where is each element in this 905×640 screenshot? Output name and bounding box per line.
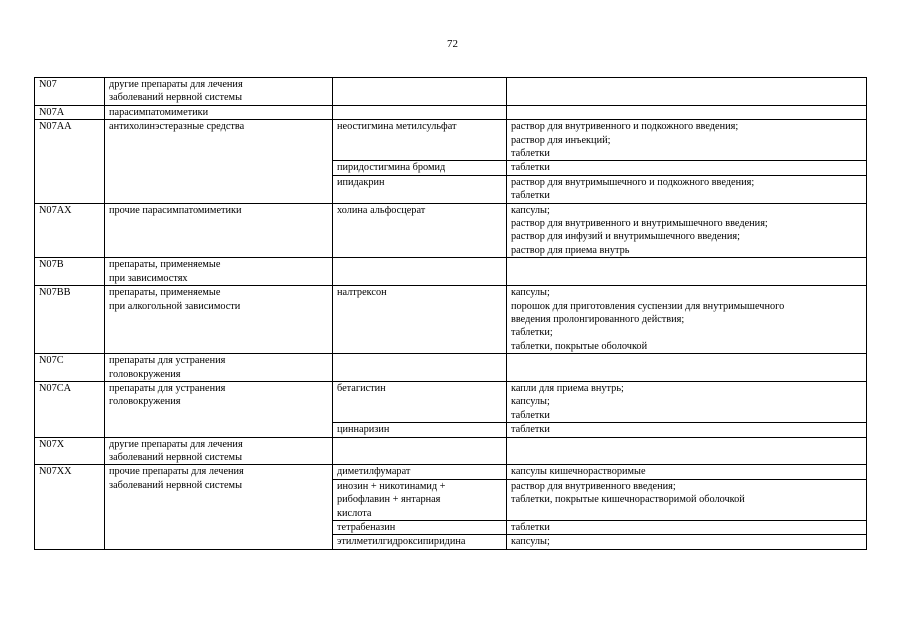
dosage-forms-cell: капсулы; раствор для внутривенного и внутримышечного введения; раствор для инфузий и внутримышечного введения; раствор для приема внутрь <box>507 203 867 258</box>
dosage-forms-cell: таблетки <box>507 161 867 175</box>
dosage-forms-cell <box>507 105 867 119</box>
drug-name-cell: ипидакрин <box>333 175 507 203</box>
drug-name-cell: налтрексон <box>333 286 507 354</box>
table-row <box>35 354 867 382</box>
page-number: 72 <box>447 38 458 50</box>
drug-name-cell <box>333 437 507 465</box>
dosage-forms-cell <box>507 78 867 106</box>
drug-name-cell <box>333 258 507 286</box>
group-name-cell: препараты для устранения головокружения <box>105 354 333 382</box>
atc-code-cell: N07C <box>35 354 105 382</box>
drug-name-cell <box>333 354 507 382</box>
dosage-forms-cell: капсулы кишечнорастворимые <box>507 465 867 479</box>
dosage-forms-cell: таблетки <box>507 521 867 535</box>
group-name-cell: другие препараты для лечения заболеваний нервной системы <box>105 437 333 465</box>
dosage-forms-cell <box>507 437 867 465</box>
group-name-cell: препараты, применяемые при зависимостях <box>105 258 333 286</box>
drug-name-cell <box>333 78 507 106</box>
atc-code-cell: N07BB <box>35 286 105 354</box>
drug-name-cell: диметилфумарат <box>333 465 507 479</box>
table-row <box>35 105 867 119</box>
atc-code-cell: N07A <box>35 105 105 119</box>
table-row <box>35 437 867 465</box>
drug-name-cell: циннаризин <box>333 423 507 437</box>
dosage-forms-cell: капли для приема внутрь; капсулы; таблетки <box>507 381 867 422</box>
table-row <box>35 286 867 354</box>
dosage-forms-cell: капсулы; <box>507 535 867 549</box>
drug-name-cell <box>333 105 507 119</box>
dosage-forms-cell <box>507 258 867 286</box>
atc-code-cell: N07X <box>35 437 105 465</box>
dosage-forms-cell: раствор для внутривенного введения; таблетки, покрытые кишечнорастворимой оболочкой <box>507 479 867 520</box>
drug-name-cell: тетрабеназин <box>333 521 507 535</box>
dosage-forms-cell: раствор для внутривенного и подкожного введения; раствор для инъекций; таблетки <box>507 120 867 161</box>
dosage-forms-cell: раствор для внутримышечного и подкожного введения; таблетки <box>507 175 867 203</box>
atc-code-cell: N07AX <box>35 203 105 258</box>
drug-name-cell: бетагистин <box>333 381 507 422</box>
atc-code-cell: N07XX <box>35 465 105 549</box>
drug-name-cell: инозин + никотинамид + рибофлавин + янтарная кислота <box>333 479 507 520</box>
atc-code-cell: N07AA <box>35 120 105 203</box>
table-row <box>35 381 867 422</box>
group-name-cell: парасимпатомиметики <box>105 105 333 119</box>
atc-code-cell: N07CA <box>35 381 105 437</box>
group-name-cell: прочие препараты для лечения заболеваний нервной системы <box>105 465 333 549</box>
drug-classification-table <box>34 77 867 550</box>
drug-name-cell: пиридостигмина бромид <box>333 161 507 175</box>
group-name-cell: прочие парасимпатомиметики <box>105 203 333 258</box>
group-name-cell: другие препараты для лечения заболеваний нервной системы <box>105 78 333 106</box>
table-row <box>35 120 867 161</box>
table-row <box>35 258 867 286</box>
dosage-forms-cell <box>507 354 867 382</box>
group-name-cell: препараты для устранения головокружения <box>105 381 333 437</box>
dosage-forms-cell: таблетки <box>507 423 867 437</box>
atc-code-cell: N07 <box>35 78 105 106</box>
group-name-cell: препараты, применяемые при алкогольной зависимости <box>105 286 333 354</box>
table-row <box>35 465 867 479</box>
drug-name-cell: неостигмина метилсульфат <box>333 120 507 161</box>
table-row <box>35 78 867 106</box>
atc-code-cell: N07B <box>35 258 105 286</box>
drug-name-cell: этилметилгидроксипиридина <box>333 535 507 549</box>
group-name-cell: антихолинэстеразные средства <box>105 120 333 203</box>
dosage-forms-cell: капсулы; порошок для приготовления суспензии для внутримышечного введения пролонгированного действия; таблетки; таблетки, покрытые оболочкой <box>507 286 867 354</box>
drug-name-cell: холина альфосцерат <box>333 203 507 258</box>
table-row <box>35 203 867 258</box>
